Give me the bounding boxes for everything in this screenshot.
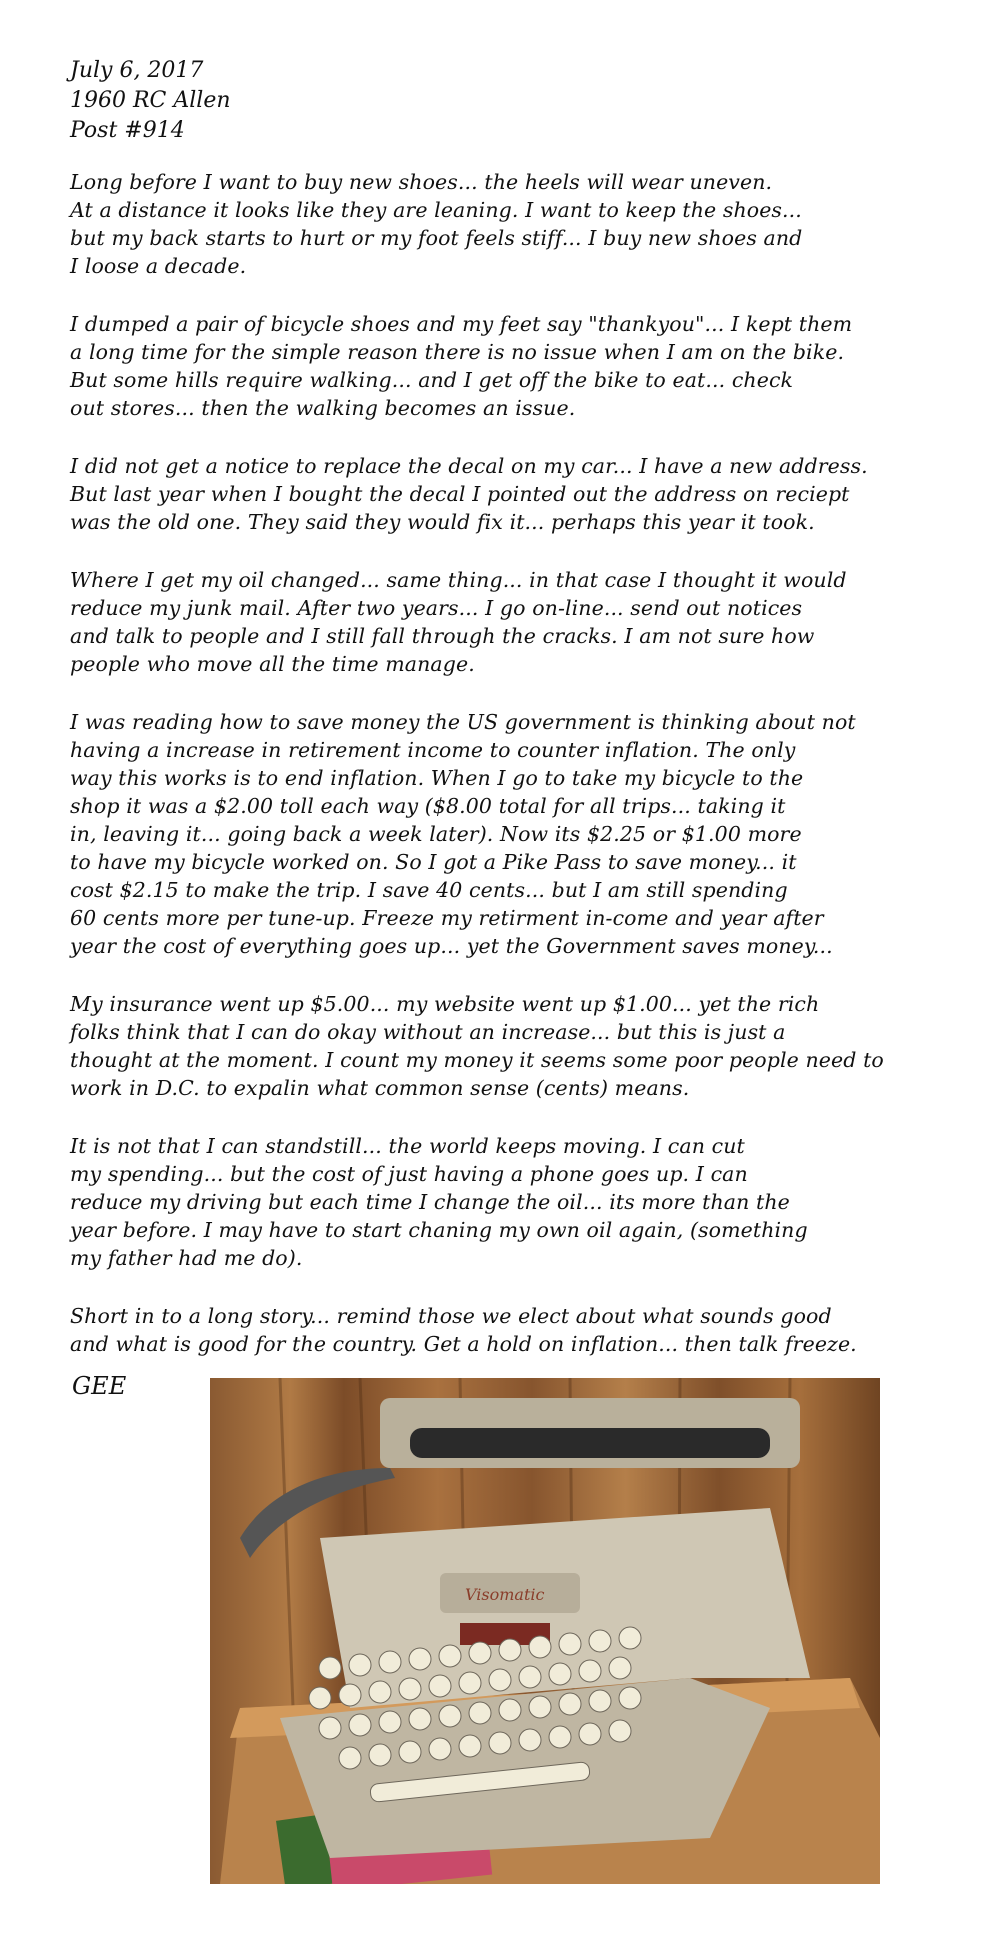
paragraph [70, 1302, 950, 1358]
text-line: I was reading how to save money the US government is thinking about not [70, 710, 856, 734]
text-line: and what is good for the country. Get a hold on inflation... then talk freeze. [70, 1332, 857, 1356]
text-line: I did not get a notice to replace the decal on my car... I have a new address. [70, 454, 868, 478]
text-line: reduce my driving but each time I change the oil... its more than the [70, 1190, 790, 1214]
text-line: year before. I may have to start chaning my own oil again, (something [70, 1218, 808, 1242]
text-line: to have my bicycle worked on. So I got a Pike Pass to save money... it [70, 850, 797, 874]
text-line: way this works is to end inflation. When I go to take my bicycle to the [70, 766, 804, 790]
text-line: Where I get my oil changed... same thing... in that case I thought it would [70, 568, 847, 592]
paragraph [70, 1132, 950, 1272]
paragraph [70, 566, 950, 678]
text-line: having a increase in retirement income to counter inflation. The only [70, 738, 796, 762]
text-line: My insurance went up $5.00... my website went up $1.00... yet the rich [70, 992, 820, 1016]
text-line: At a distance it looks like they are leaning. I want to keep the shoes... [70, 198, 802, 222]
text-line: work in D.C. to expalin what common sense (cents) means. [70, 1076, 690, 1100]
text-line: and talk to people and I still fall through the cracks. I am not sure how [70, 624, 815, 648]
paragraph [70, 452, 950, 536]
text-line: But some hills require walking... and I get off the bike to eat... check [70, 368, 794, 392]
typewriter-illustration [210, 1378, 880, 1884]
text-line: reduce my junk mail. After two years... I go on-line... send out notices [70, 596, 803, 620]
text-line: 60 cents more per tune-up. Freeze my retirment in-come and year after [70, 906, 824, 930]
signature: GEE [72, 1372, 127, 1400]
typewriter-photo [210, 1378, 880, 1884]
text-line: I dumped a pair of bicycle shoes and my feet say "thankyou"... I kept them [70, 312, 853, 336]
letter-header [70, 56, 231, 146]
paragraph [70, 990, 950, 1102]
letter-date: July 6, 2017 [70, 58, 204, 83]
text-line: year the cost of everything goes up... yet the Government saves money... [70, 934, 833, 958]
text-line: was the old one. They said they would fix it... perhaps this year it took. [70, 510, 815, 534]
paragraph [70, 310, 950, 422]
text-line: my father had me do). [70, 1246, 303, 1270]
text-line: shop it was a $2.00 toll each way ($8.00 total for all trips... taking it [70, 794, 786, 818]
post-number: Post #914 [70, 118, 185, 143]
text-line: Short in to a long story... remind those we elect about what sounds good [70, 1304, 832, 1328]
text-line: out stores... then the walking becomes an issue. [70, 396, 576, 420]
text-line: a long time for the simple reason there is no issue when I am on the bike. [70, 340, 845, 364]
text-line: people who move all the time manage. [70, 652, 475, 676]
paragraph [70, 168, 950, 280]
text-line: It is not that I can standstill... the world keeps moving. I can cut [70, 1134, 745, 1158]
text-line: cost $2.15 to make the trip. I save 40 cents... but I am still spending [70, 878, 788, 902]
letter-author: 1960 RC Allen [70, 88, 231, 113]
letter-body [70, 168, 950, 1388]
text-line: in, leaving it... going back a week later). Now its $2.25 or $1.00 more [70, 822, 802, 846]
text-line: but my back starts to hurt or my foot feels stiff... I buy new shoes and [70, 226, 803, 250]
text-line: I loose a decade. [70, 254, 247, 278]
text-line: folks think that I can do okay without an increase... but this is just a [70, 1020, 786, 1044]
text-line: my spending... but the cost of just having a phone goes up. I can [70, 1162, 748, 1186]
brand-label: Visomatic [465, 1585, 545, 1604]
paragraph [70, 708, 950, 960]
text-line: But last year when I bought the decal I pointed out the address on reciept [70, 482, 850, 506]
text-line: thought at the moment. I count my money it seems some poor people need to [70, 1048, 884, 1072]
text-line: Long before I want to buy new shoes... the heels will wear uneven. [70, 170, 773, 194]
